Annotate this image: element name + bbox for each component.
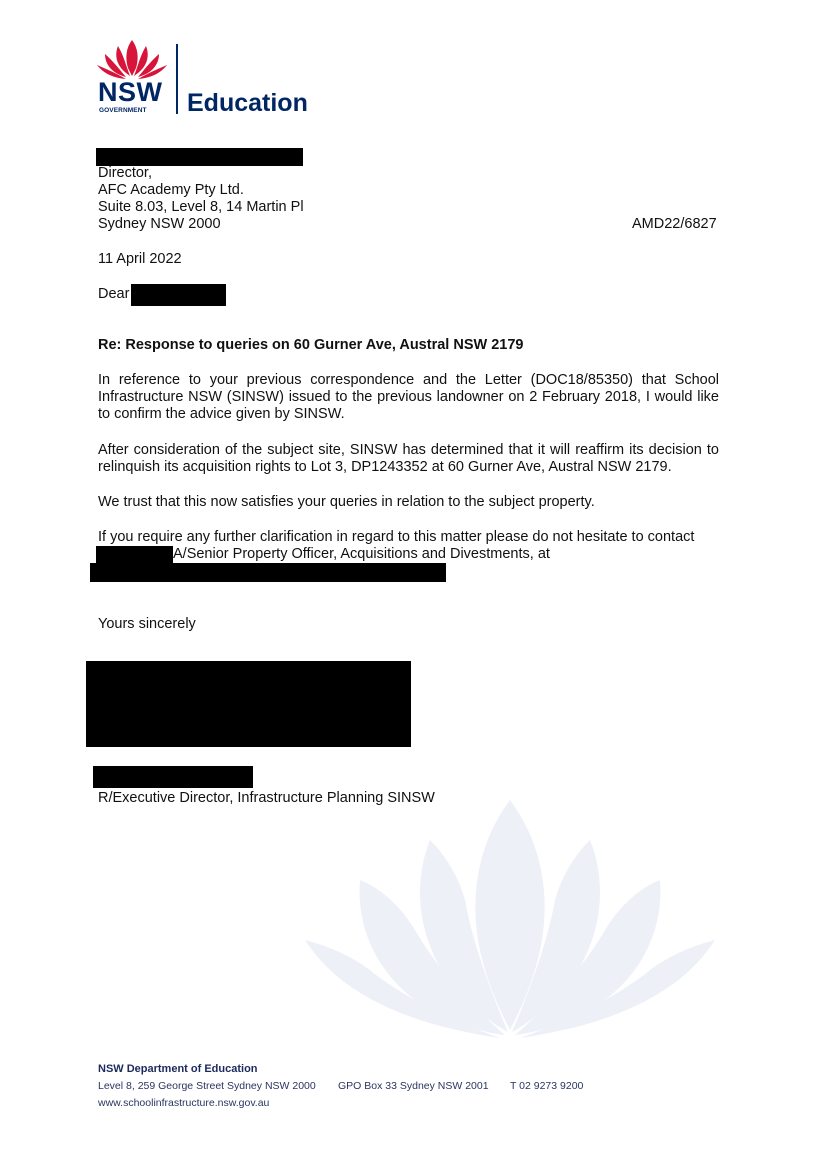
reference-number: AMD22/6827 [632,216,717,232]
letter-date: 11 April 2022 [98,251,182,267]
logo-divider [176,44,178,114]
footer-po-box: GPO Box 33 Sydney NSW 2001 [338,1080,489,1092]
address-line-1: Director, [98,165,152,181]
footer-address: Level 8, 259 George Street Sydney NSW 2000 [98,1080,316,1092]
waratah-icon [96,38,168,82]
address-line-3: Suite 8.03, Level 8, 14 Martin Pl [98,199,304,215]
nsw-education-logo [96,38,316,118]
salutation: Dear [98,286,130,302]
contact-line-1: If you require any further clarification in regard to this matter please do not hesitate to contact [98,529,695,545]
logo-nsw-wordmark: NSW [98,77,163,107]
subject-line: Re: Response to queries on 60 Gurner Ave, Austral NSW 2179 [98,337,524,353]
redaction-contact-details [90,563,446,582]
footer-phone: T 02 9273 9200 [510,1080,584,1092]
body-paragraph-1: In reference to your previous correspondence and the Letter (DOC18/85350) that School Infrastructure NSW (SINSW) issued to the previous landowner on 2 February 2018, I would like to confirm the advice given by SINSW. [98,372,719,422]
redaction-signatory-name [93,766,253,788]
waratah-watermark [300,780,720,1050]
logo-government: GOVERNMENT [99,107,147,114]
redaction-signature [86,661,411,747]
logo-education-wordmark: Education [187,89,308,117]
footer-org: NSW Department of Education [98,1063,258,1075]
address-line-4: Sydney NSW 2000 [98,216,221,232]
contact-line-2: A/Senior Property Officer, Acquisitions and Divestments, at [173,546,550,562]
closing: Yours sincerely [98,616,196,632]
redaction-contact-name [96,546,173,563]
body-paragraph-2: After consideration of the subject site, SINSW has determined that it will reaffirm its decision to relinquish its acquisition rights to Lot 3, DP1243352 at 60 Gurner Ave, Austral NSW 2179. [98,442,719,475]
signatory-title: R/Executive Director, Infrastructure Planning SINSW [98,790,435,806]
redaction-recipient-name [96,148,303,166]
redaction-salutation-name [131,284,226,306]
body-paragraph-3: We trust that this now satisfies your queries in relation to the subject property. [98,494,595,510]
footer-website: www.schoolinfrastructure.nsw.gov.au [98,1097,270,1109]
address-line-2: AFC Academy Pty Ltd. [98,182,244,198]
